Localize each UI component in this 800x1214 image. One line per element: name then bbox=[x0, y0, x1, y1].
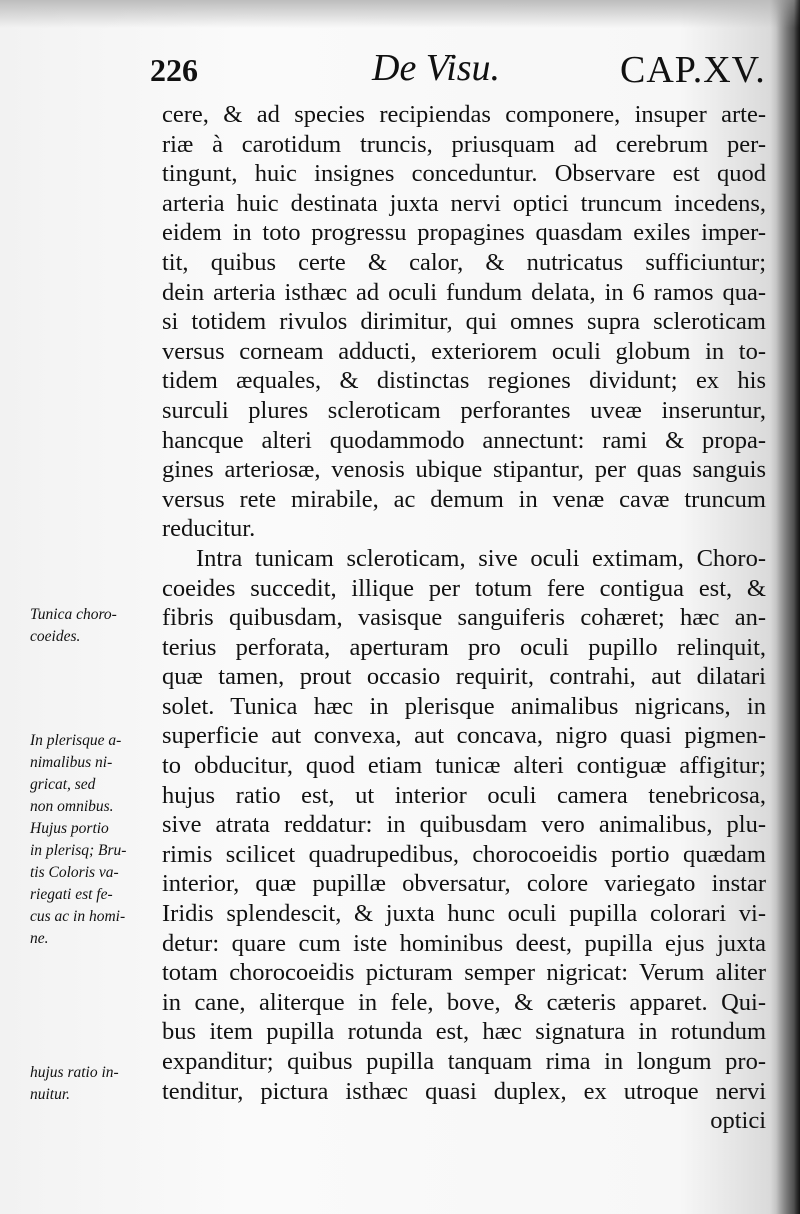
text-line: si totidem rivulos dirimitur, qui omnes supra scleroticam bbox=[162, 308, 766, 336]
text-line: interior, quæ pupillæ obversatur, colore variegato instar bbox=[162, 870, 766, 898]
running-title: De Visu. bbox=[372, 47, 501, 89]
page-top-shadow bbox=[0, 0, 800, 28]
binding-shadow bbox=[770, 0, 800, 1214]
margin-note-line: In plerisque a- bbox=[30, 732, 122, 749]
text-line: eidem in toto progressu propagines quasdam exiles imper- bbox=[162, 219, 766, 247]
margin-note-line: tis Coloris va- bbox=[30, 864, 119, 881]
margin-note-line: in plerisq; Bru- bbox=[30, 842, 127, 859]
page-header bbox=[150, 44, 770, 94]
margin-note-line: Hujus portio bbox=[30, 820, 109, 837]
text-line: totam chorocoeidis picturam semper nigricat: Verum aliter bbox=[162, 959, 766, 987]
text-line: expanditur; quibus pupilla tanquam rima in longum pro- bbox=[162, 1048, 766, 1075]
text-line: cere, & ad species recipiendas componere, insuper arte- bbox=[162, 101, 766, 128]
body-text bbox=[162, 100, 766, 1136]
margin-note-line: nuitur. bbox=[30, 1086, 71, 1103]
text-line: arteria huic destinata juxta nervi optici truncum incedens, bbox=[162, 189, 766, 217]
text-line: hancque alteri quodammodo annectunt: rami & propa- bbox=[162, 426, 766, 454]
margin-note-line: non omnibus. bbox=[30, 798, 114, 815]
margin-note-plerisque bbox=[30, 730, 160, 950]
text-line: surculi plures scleroticam perforantes uveæ inseruntur, bbox=[162, 396, 766, 424]
text-line: bus item pupilla rotunda est, hæc signatura in rotundum bbox=[162, 1018, 766, 1046]
text-line: Intra tunicam scleroticam, sive oculi extimam, Choro- bbox=[196, 544, 766, 572]
text-line: detur: quare cum iste hominibus deest, pupilla ejus juxta bbox=[162, 929, 766, 957]
text-line: versus rete mirabile, ac demum in venæ cavæ truncum bbox=[162, 485, 766, 513]
text-line: fibris quibusdam, vasisque sanguiferis cohæret; hæc an- bbox=[162, 604, 766, 632]
text-line: versus corneam adducti, exteriorem oculi globum in to- bbox=[162, 337, 766, 365]
text-line: riæ à carotidum truncis, priusquam ad cerebrum per- bbox=[162, 130, 766, 158]
margin-note-hujus bbox=[30, 1062, 160, 1106]
text-line: quæ tamen, prout occasio requirit, contrahi, aut dilatari bbox=[162, 663, 766, 691]
page-number: 226 bbox=[150, 52, 198, 88]
text-line: tit, quibus certe & calor, & nutricatus sufficiuntur; bbox=[162, 248, 766, 276]
text-line: hujus ratio est, ut interior oculi camera tenebricosa, bbox=[162, 781, 766, 809]
chapter-label: CAP.XV. bbox=[620, 49, 766, 91]
margin-note-line: ne. bbox=[30, 930, 49, 947]
text-line: gines arteriosæ, venosis ubique stipantur, per quas sanguis bbox=[162, 456, 766, 484]
margin-note-line: hujus ratio in- bbox=[30, 1064, 119, 1081]
text-line: tidem æquales, & distinctas regiones dividunt; ex his bbox=[162, 367, 766, 395]
text-line: rimis scilicet quadrupedibus, chorocoeidis portio quædam bbox=[162, 840, 766, 868]
text-line: optici bbox=[710, 1107, 766, 1135]
text-line: Iridis splendescit, & juxta hunc oculi pupilla colorari vi- bbox=[162, 900, 766, 928]
text-line: tingunt, huic insignes conceduntur. Observare est quod bbox=[162, 160, 766, 188]
text-line: solet. Tunica hæc in plerisque animalibus nigricans, in bbox=[162, 692, 766, 720]
margin-note-line: cus ac in homi- bbox=[30, 908, 126, 925]
text-line: coeides succedit, illique per totum fere contigua est, & bbox=[162, 574, 766, 602]
margin-note-line: coeides. bbox=[30, 628, 81, 645]
text-line: reducitur. bbox=[162, 515, 256, 543]
margin-note-tunica bbox=[30, 604, 160, 648]
text-line: to obducitur, quod etiam tunicæ alteri contiguæ affigitur; bbox=[162, 752, 766, 780]
text-line: terius perforata, aperturam pro oculi pupillo relinquit, bbox=[162, 633, 766, 661]
margin-note-line: gricat, sed bbox=[30, 776, 96, 793]
text-line: dein arteria isthæc ad oculi fundum delata, in 6 ramos qua- bbox=[162, 278, 766, 306]
margin-note-line: nimalibus ni- bbox=[30, 754, 113, 771]
text-line: in cane, aliterque in fele, bove, & cæteris apparet. Qui- bbox=[162, 988, 766, 1016]
margin-note-line: riegati est fe- bbox=[30, 886, 113, 903]
text-line: sive atrata reddatur: in quibusdam vero animalibus, plu- bbox=[162, 811, 766, 839]
text-line: tenditur, pictura isthæc quasi duplex, ex utroque nervi bbox=[162, 1077, 766, 1105]
margin-note-line: Tunica choro- bbox=[30, 606, 117, 623]
text-line: superficie aut convexa, aut concava, nigro quasi pigmen- bbox=[162, 722, 766, 750]
